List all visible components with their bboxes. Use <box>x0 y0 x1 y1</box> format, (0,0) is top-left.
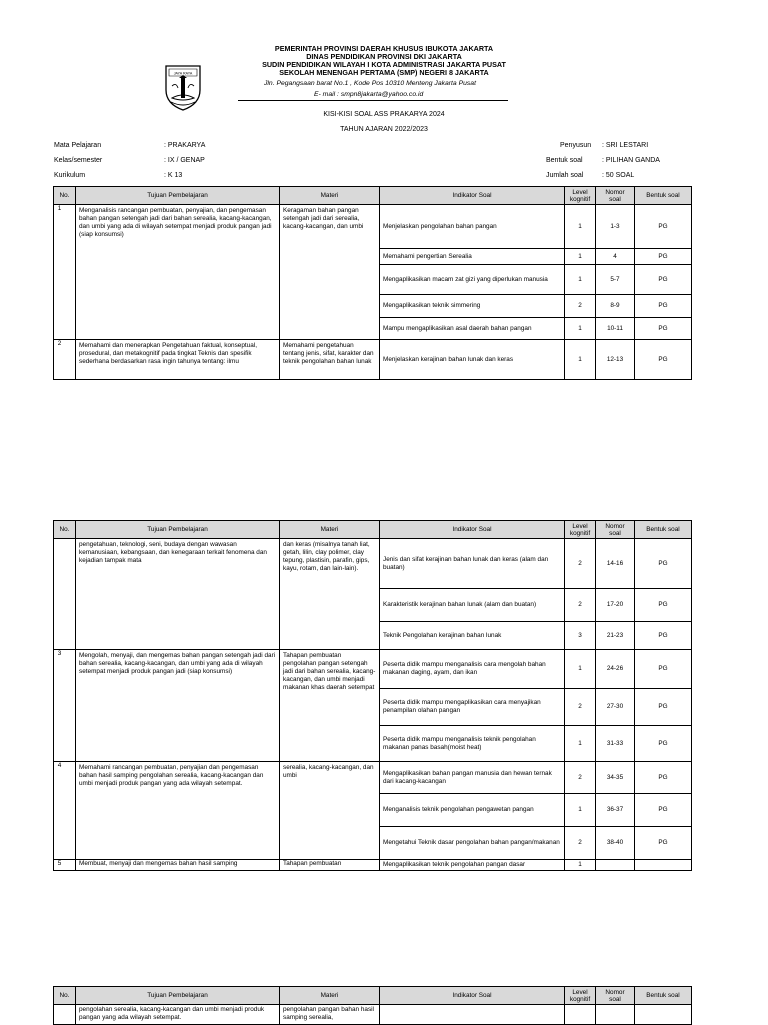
kelas-label: Kelas/semester <box>54 157 103 164</box>
nomor-cell: 27-30 <box>596 689 635 726</box>
nomor-cell: 24-26 <box>596 650 635 689</box>
kisi-table-page-1 <box>53 186 692 380</box>
indikator-cell: Peserta didik mampu menganalisis cara mengolah bahan makanan daging, ayam, dan ikan <box>380 650 565 689</box>
row-number: 4 <box>57 762 62 769</box>
nomor-cell: 14-16 <box>596 539 635 589</box>
tujuan-cell: Memahami rancangan pembuatan, penyajian dan pengemasan bahan hasil samping pengolahan serealia, kacang-kacangan dan umbi menjadi produk pangan yang ada wilayah setempat. <box>76 762 280 860</box>
header-indikator: Indikator Soal <box>380 521 565 539</box>
letterhead-line-2: DINAS PENDIDIKAN PROVINSI DKI JAKARTA <box>306 52 462 61</box>
bentuk-cell: PG <box>635 249 692 265</box>
bentuk-cell: PG <box>635 265 692 295</box>
table-header-row <box>54 521 692 539</box>
kurikulum-label: Kurikulum <box>54 172 86 179</box>
svg-text:JAYA RAYA: JAYA RAYA <box>173 71 193 76</box>
table-row <box>54 340 692 380</box>
header-level: Level kognitif <box>565 187 596 205</box>
bentuk-cell: PG <box>635 650 692 689</box>
table-header-row <box>54 187 692 205</box>
header-materi: Materi <box>280 521 380 539</box>
row-number: 5 <box>57 860 62 867</box>
indikator-cell: Teknik Pengolahan kerajinan bahan lunak <box>380 622 565 650</box>
level-cell: 2 <box>565 762 596 794</box>
row-number: 3 <box>57 650 62 657</box>
level-cell: 1 <box>565 249 596 265</box>
bentuk-cell: PG <box>635 762 692 794</box>
tujuan-cell: Memahami dan menerapkan Pengetahuan faktual, konseptual, prosedural, dan metakognitif pada tingkat Teknis dan spesifik sederhana berdasarkan rasa ingin tahunya tentang: ilmu <box>76 340 280 380</box>
kelas-value: : IX / GENAP <box>164 157 205 164</box>
bentuk-cell: PG <box>635 622 692 650</box>
header-nomor: Nomor soal <box>596 987 635 1005</box>
materi-cell: Tahapan pembuatan <box>280 860 380 871</box>
indikator-cell: Mengaplikasikan teknik pengolahan pangan dasar <box>380 860 565 871</box>
tujuan-cell: Membuat, menyaji dan mengemas bahan hasil samping <box>76 860 280 871</box>
tujuan-cell: pengolahan serealia, kacang-kacangan dan umbi menjadi produk pangan yang ada wilayah setempat. <box>76 1005 280 1025</box>
header-bentuk: Bentuk soal <box>635 521 692 539</box>
letterhead-line-3: SUDIN PENDIDIKAN WILAYAH I KOTA ADMINISTRASI JAKARTA PUSAT <box>262 60 506 69</box>
nomor-cell: 10-11 <box>596 318 635 340</box>
row-number: 2 <box>57 340 62 347</box>
header-nomor: Nomor soal <box>596 521 635 539</box>
bentuk-cell: PG <box>635 318 692 340</box>
level-cell: 2 <box>565 589 596 622</box>
indikator-cell: Menganalisis teknik pengolahan pengawetan pangan <box>380 794 565 827</box>
doc-subtitle: TAHUN AJARAN 2022/2023 <box>340 126 428 133</box>
level-cell: 2 <box>565 827 596 860</box>
header-tujuan: Tujuan Pembelajaran <box>76 521 280 539</box>
tujuan-cell: Mengolah, menyaji, dan mengemas bahan pangan setengah jadi dari bahan serealia, kacang-kacangan, dan umbi yang ada di wilayah setempat menjadi produk pangan jadi (siap konsumsi) <box>76 650 280 762</box>
nomor-cell: 31-33 <box>596 726 635 762</box>
header-bentuk: Bentuk soal <box>635 987 692 1005</box>
indikator-cell: Karakteristik kerajinan bahan lunak (alam dan buatan) <box>380 589 565 622</box>
indikator-cell: Mengaplikasikan macam zat gizi yang diperlukan manusia <box>380 265 565 295</box>
bentuk-cell: PG <box>635 340 692 380</box>
table-row <box>54 205 692 249</box>
materi-cell: Tahapan pembuatan pengolahan pangan setengah jadi dari bahan serealia, kacang-kacangan, dan umbi menjadi makanan khas daerah setempat <box>280 650 380 762</box>
indikator-cell: Peserta didik mampu mengaplikasikan cara menyajikan penampilan olahan pangan <box>380 689 565 726</box>
doc-title: KISI-KISI SOAL ASS PRAKARYA 2024 <box>323 111 445 118</box>
indikator-cell: Mengaplikasikan bahan pangan manusia dan hewan ternak dari kacang-kacangan <box>380 762 565 794</box>
letterhead-line-4: SEKOLAH MENENGAH PERTAMA (SMP) NEGERI 8 JAKARTA <box>279 68 489 77</box>
bentuk-cell: PG <box>635 205 692 249</box>
bentuk-cell: PG <box>635 827 692 860</box>
nomor-cell: 34-35 <box>596 762 635 794</box>
row-number: 1 <box>57 205 62 212</box>
header-bentuk: Bentuk soal <box>635 187 692 205</box>
kurikulum-value: : K 13 <box>164 172 183 179</box>
header-level: Level kognitif <box>565 987 596 1005</box>
materi-cell: Memahami pengetahuan tentang jenis, sifat, karakter dan teknik pengolahan bahan lunak <box>280 340 380 380</box>
letterhead-address: Jln. Pegangsaan barat No.1 , Kode Pos 10310 Menteng Jakarta Pusat <box>264 80 476 87</box>
level-cell: 1 <box>565 340 596 380</box>
table-header-row <box>54 987 692 1005</box>
mapel-label: Mata Pelajaran <box>54 142 102 149</box>
indikator-cell: Peserta didik mampu menganalisis teknik pengolahan makanan panas basah(moist heat) <box>380 726 565 762</box>
table-row <box>54 860 692 871</box>
header-tujuan: Tujuan Pembelajaran <box>76 987 280 1005</box>
letterhead-email: E- mail : smpn8jakarta@yahoo.co.id <box>314 91 424 98</box>
bentuk-cell: PG <box>635 689 692 726</box>
letterhead-line-1: PEMERINTAH PROVINSI DAERAH KHUSUS IBUKOTA JAKARTA <box>274 44 494 53</box>
level-cell: 1 <box>565 265 596 295</box>
header-no: No. <box>54 987 76 1005</box>
header-indikator: Indikator Soal <box>380 187 565 205</box>
materi-cell: serealia, kacang-kacangan, dan umbi <box>280 762 380 860</box>
level-cell: 2 <box>565 689 596 726</box>
indikator-cell: Menjelaskan kerajinan bahan lunak dan keras <box>380 340 565 380</box>
header-no: No. <box>54 521 76 539</box>
header-level: Level kognitif <box>565 521 596 539</box>
nomor-cell: 38-40 <box>596 827 635 860</box>
bentuk-cell: PG <box>635 295 692 318</box>
nomor-cell: 36-37 <box>596 794 635 827</box>
header-materi: Materi <box>280 987 380 1005</box>
indikator-cell: Mampu mengaplikasikan asal daerah bahan pangan <box>380 318 565 340</box>
bentuk-value: : PILIHAN GANDA <box>602 157 660 164</box>
nomor-cell <box>596 860 635 871</box>
level-cell: 1 <box>565 860 596 871</box>
jumlah-label: Jumlah soal <box>546 172 584 179</box>
nomor-cell: 8-9 <box>596 295 635 318</box>
header-indikator: Indikator Soal <box>380 987 565 1005</box>
bentuk-cell: PG <box>635 726 692 762</box>
table-row <box>54 1005 692 1025</box>
indikator-cell: Mengetahui Teknik dasar pengolahan bahan pangan/makanan <box>380 827 565 860</box>
jumlah-value: : 50 SOAL <box>602 172 635 179</box>
penyusun-label: Penyusun <box>560 142 592 149</box>
level-cell: 1 <box>565 318 596 340</box>
materi-cell: pengolahan pangan bahan hasil samping serealia, <box>280 1005 380 1025</box>
materi-cell: Keragaman bahan pangan setengah jadi dari serealia, kacang-kacangan, dan umbi <box>280 205 380 340</box>
bentuk-cell: PG <box>635 794 692 827</box>
table-row <box>54 650 692 689</box>
table-row <box>54 539 692 589</box>
header-nomor: Nomor soal <box>596 187 635 205</box>
nomor-cell: 1-3 <box>596 205 635 249</box>
level-cell: 2 <box>565 539 596 589</box>
tujuan-cell: Menganalisis rancangan pembuatan, penyajian, dan pengemasan bahan pangan setengah jadi dari bahan serealia, kacang-kacangan, dan umbi yang ada di wilayah setempat menjadi produk pangan jadi (siap konsumsi) <box>76 205 280 340</box>
level-cell: 1 <box>565 650 596 689</box>
nomor-cell: 21-23 <box>596 622 635 650</box>
table-row <box>54 762 692 794</box>
nomor-cell: 4 <box>596 249 635 265</box>
nomor-cell: 5-7 <box>596 265 635 295</box>
header-materi: Materi <box>280 187 380 205</box>
nomor-cell: 17-20 <box>596 589 635 622</box>
indikator-cell: Memahami pengertian Serealia <box>380 249 565 265</box>
level-cell: 1 <box>565 794 596 827</box>
indikator-cell: Jenis dan sifat kerajinan bahan lunak dan keras (alam dan buatan) <box>380 539 565 589</box>
level-cell: 2 <box>565 295 596 318</box>
level-cell: 1 <box>565 205 596 249</box>
header-no: No. <box>54 187 76 205</box>
tujuan-cell: pengetahuan, teknologi, seni, budaya dengan wawasan kemanusiaan, kebangsaan, dan kenegaraan terkait fenomena dan kejadian tampak mata <box>76 539 280 650</box>
bentuk-cell: PG <box>635 589 692 622</box>
indikator-cell: Menjelaskan pengolahan bahan pangan <box>380 205 565 249</box>
penyusun-value: : SRI LESTARI <box>602 142 649 149</box>
kisi-table-page-3 <box>53 986 692 1025</box>
materi-cell: dan keras (misalnya tanah liat, getah, lilin, clay polimer, clay tepung, plastisin, parafin, gips, kayu, rotam, dan lain-lain). <box>280 539 380 650</box>
header-tujuan: Tujuan Pembelajaran <box>76 187 280 205</box>
bentuk-cell: PG <box>635 539 692 589</box>
nomor-cell: 12-13 <box>596 340 635 380</box>
mapel-value: : PRAKARYA <box>164 142 206 149</box>
level-cell: 3 <box>565 622 596 650</box>
letterhead-rule <box>238 100 508 101</box>
bentuk-cell <box>635 860 692 871</box>
indikator-cell: Mengaplikasikan teknik simmering <box>380 295 565 318</box>
bentuk-label: Bentuk soal <box>546 157 583 164</box>
kisi-table-page-2 <box>53 520 692 871</box>
level-cell: 1 <box>565 726 596 762</box>
